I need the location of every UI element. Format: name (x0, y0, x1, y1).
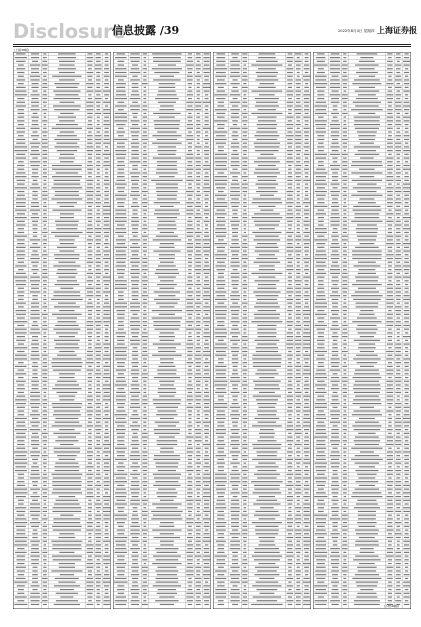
newspaper-logo: 上海证券报 (377, 25, 417, 35)
masthead (0, 0, 421, 44)
disclosure-table (13, 52, 411, 609)
table-column-block (313, 52, 411, 609)
table-column-block (213, 52, 311, 609)
table-column-block (113, 52, 211, 609)
section-brand-title: Disclosure (13, 20, 126, 43)
continuation-note: (上接38版) (14, 48, 30, 52)
table-column-block (13, 52, 111, 609)
publication-date: 2022年8月4日 星期四 (338, 29, 375, 33)
header-rule-thin (13, 46, 411, 47)
section-title: 信息披露 /39 (112, 24, 180, 37)
header-rule (13, 44, 411, 45)
continued-note: (下转40版) (384, 604, 400, 608)
